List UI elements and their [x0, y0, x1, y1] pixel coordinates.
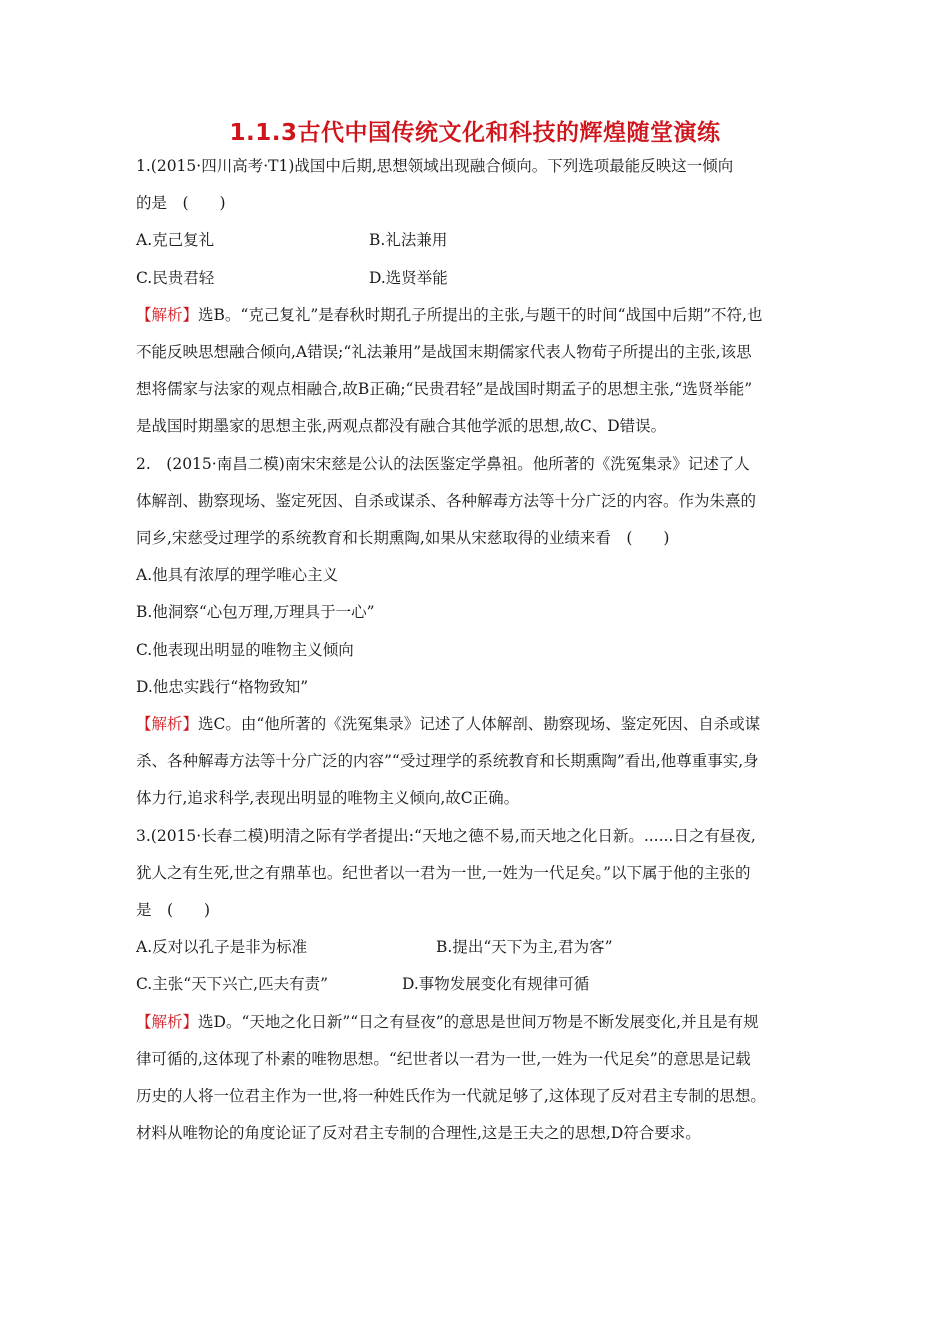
question-1 — [136, 148, 826, 446]
question-stem: 是 ( ) — [136, 901, 211, 920]
option-d: D.事物发展变化有规律可循 — [402, 975, 590, 994]
explanation-tag: 【解析】 — [136, 305, 199, 324]
explanation-text: 选C。由“他所著的《洗冤集录》记述了人体解剖、勘察现场、鉴定死因、自杀或谋 — [198, 715, 761, 734]
explanation-line: 杀、各种解毒方法等十分广泛的内容”“受过理学的系统教育和长期熏陶”看出,他尊重事实,身 — [136, 752, 759, 771]
page-title: 1.1.3古代中国传统文化和科技的辉煌随堂演练 — [229, 120, 721, 146]
explanation-line: 材料从唯物论的角度论证了反对君主专制的合理性,这是王夫之的思想,D符合要求。 — [136, 1124, 701, 1143]
option-c: C.主张“天下兴亡,匹夫有责” — [136, 975, 329, 994]
option-c: C.民贵君轻 — [136, 268, 215, 287]
explanation-line: 律可循的,这体现了朴素的唯物思想。“纪世者以一君为一世,一姓为一代足矣”的意思是记载 — [136, 1049, 751, 1068]
option-a: A.克己复礼 — [136, 231, 215, 250]
option-b: B.他洞察“心包万理,万理具于一心” — [136, 603, 375, 622]
explanation-line — [136, 297, 826, 334]
explanation-line: 不能反映思想融合倾向,A错误;“礼法兼用”是战国末期儒家代表人物荀子所提出的主张,该思 — [136, 343, 752, 362]
explanation-line: 是战国时期墨家的思想主张,两观点都没有融合其他学派的思想,故C、D错误。 — [136, 417, 667, 436]
option-row — [136, 260, 826, 297]
question-stem: 的是 ( ) — [136, 194, 226, 213]
explanation-line: 体力行,追求科学,表现出明显的唯物主义倾向,故C正确。 — [136, 789, 520, 808]
explanation-line — [136, 706, 826, 743]
option-a: A.反对以孔子是非为标准 — [136, 938, 308, 957]
explanation-line: 想将儒家与法家的观点相融合,故B正确;“民贵君轻”是战国时期孟子的思想主张,“选贤举能” — [136, 380, 753, 399]
option-a: A.他具有浓厚的理学唯心主义 — [136, 566, 339, 585]
option-row — [136, 966, 826, 1003]
explanation-tag: 【解析】 — [136, 1012, 199, 1031]
explanation-text: 选B。“克己复礼”是春秋时期孔子所提出的主张,与题干的时间“战国中后期”不符,也 — [198, 305, 763, 324]
option-b: B.礼法兼用 — [369, 231, 448, 250]
question-stem: 2. (2015·南昌二模)南宋宋慈是公认的法医鉴定学鼻祖。他所著的《洗冤集录》记述了人 — [136, 454, 750, 473]
question-3 — [136, 818, 826, 1153]
option-row — [136, 929, 826, 966]
explanation-line — [136, 1004, 826, 1041]
explanation-text: 选D。“天地之化日新”“日之有昼夜”的意思是世间万物是不断发展变化,并且是有规 — [198, 1012, 759, 1031]
question-stem: 同乡,宋慈受过理学的系统教育和长期熏陶,如果从宋慈取得的业绩来看 ( ) — [136, 529, 670, 548]
question-stem: 1.(2015·四川高考·T1)战国中后期,思想领域出现融合倾向。下列选项最能反映这一倾向 — [136, 157, 734, 175]
option-c: C.他表现出明显的唯物主义倾向 — [136, 640, 354, 659]
question-stem: 体解剖、勘察现场、鉴定死因、自杀或谋杀、各种解毒方法等十分广泛的内容。作为朱熹的 — [136, 491, 757, 510]
content — [136, 148, 826, 1152]
question-2 — [136, 446, 826, 818]
explanation-line: 历史的人将一位君主作为一世,将一种姓氏作为一代就足够了,这体现了反对君主专制的思想。 — [136, 1087, 766, 1106]
option-row — [136, 222, 826, 259]
option-b: B.提出“天下为主,君为客” — [436, 938, 613, 957]
option-d: D.选贤举能 — [369, 268, 448, 287]
question-stem: 犹人之有生死,世之有鼎革也。纪世者以一君为一世,一姓为一代足矣。”以下属于他的主张的 — [136, 863, 751, 882]
explanation-tag: 【解析】 — [136, 715, 199, 734]
question-stem: 3.(2015·长春二模)明清之际有学者提出:“天地之德不易,而天地之化日新。......日之有昼夜, — [136, 826, 756, 845]
option-d: D.他忠实践行“格物致知” — [136, 677, 309, 696]
